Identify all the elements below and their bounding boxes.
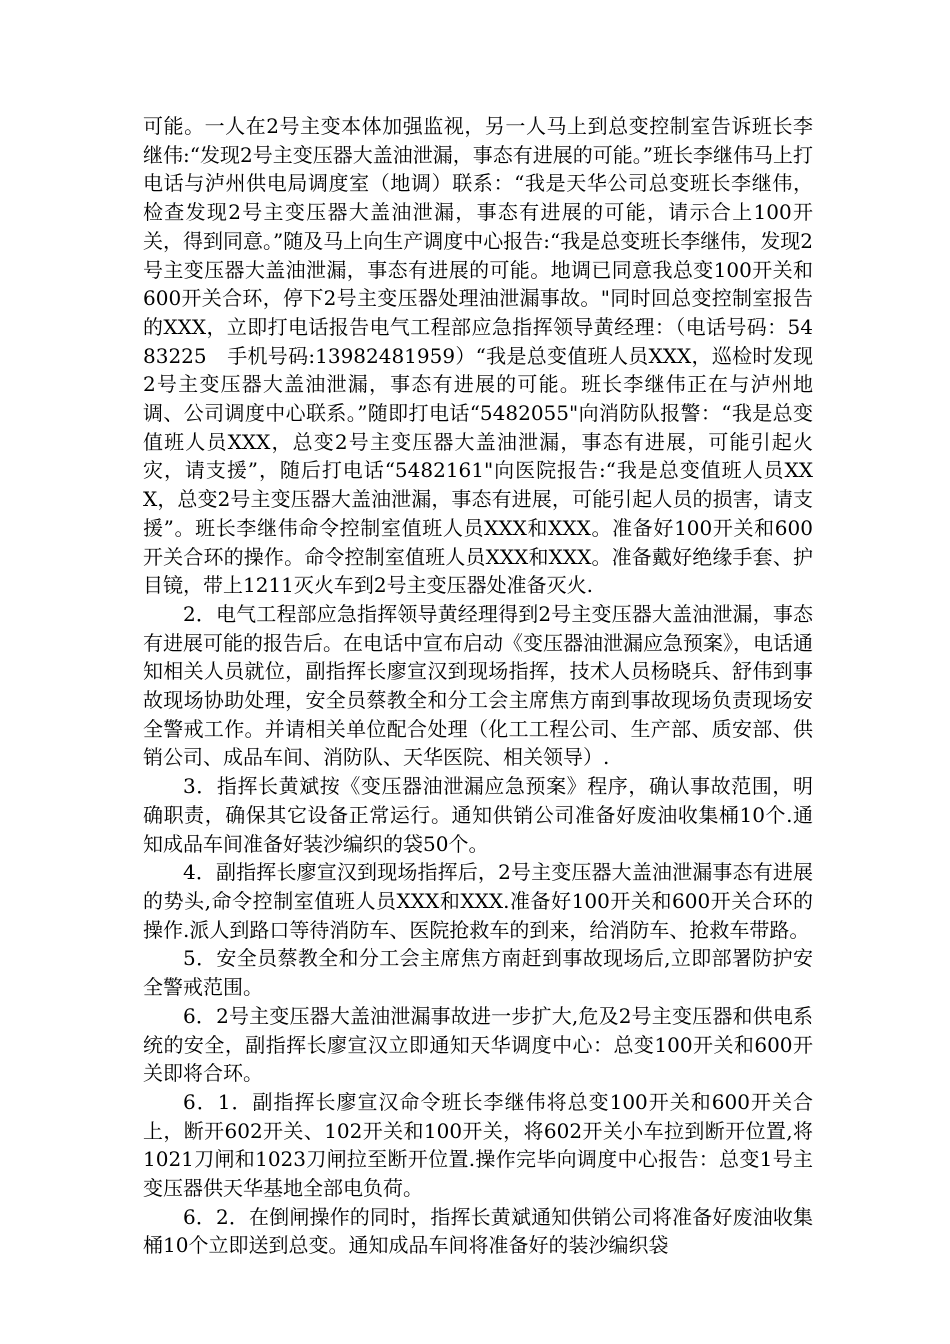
paragraph-item-3: 3．指挥长黄斌按《变压器油泄漏应急预案》程序，确认事故范围，明确职责，确保其它设备正常运行。通知供销公司准备好废油收集桶10个.通知成品车间准备好装沙编织的袋50个。 [143, 774, 813, 856]
paragraph-item-6-1: 6．1．副指挥长廖宣汉命令班长李继伟将总变100开关和600开关合上，断开602开关、102开关和100开关，将602开关小车拉到断开位置,将1021刀闸和1023刀闸拉至断开位置.操作完毕向调度中心报告：总变1号主变压器供天华基地全部电负荷。 [143, 1089, 813, 1201]
paragraph-item-6-2: 6．2．在倒闸操作的同时，指挥长黄斌通知供销公司将准备好废油收集桶10个立即送到总变。通知成品车间将准备好的装沙编织袋 [143, 1204, 813, 1258]
paragraph-item-6: 6．2号主变压器大盖油泄漏事故进一步扩大,危及2号主变压器和供电系统的安全，副指挥长廖宣汉立即通知天华调度中心：总变100开关和600开关即将合环。 [143, 1003, 813, 1086]
paragraph-continuation: 可能。一人在2号主变本体加强监视，另一人马上到总变控制室告诉班长李继伟:“发现2号主变压器大盖油泄漏，事态有进展的可能。”班长李继伟马上打电话与泸州供电局调度室（地调）联系：“我是天华公司总变班长李继伟，检查发现2号主变压器大盖油泄漏，事态有进展的可能，请示合上100开关，得到同意。”随及马上向生产调度中心报告:“我是总变班长李继伟，发现2号主变压器大盖油泄漏，事态有进展的可能。地调已同意我总变100开关和600开关合环，停下2号主变压器处理油泄漏事故。"同时回总变控制室报告的XXX，立即打电话报告电气工程部应急指挥领导黄经理：（电话号码：5483225 手机号码:13982481959）“我是总变值班人员XXX，巡检时发现2号主变压器大盖油泄漏，事态有进展的可能。班长李继伟正在与泸州地调、公司调度中心联系。”随即打电话“5482055"向消防队报警：“我是总变值班人员XXX，总变2号主变压器大盖油泄漏，事态有进展，可能引起火灾，请支援”，随后打电话“5482161"向医院报告:“我是总变值班人员XXX，总变2号主变压器大盖油泄漏，事态有进展，可能引起人员的损害，请支援”。班长李继伟命令控制室值班人员XXX和XXX。准备好100开关和600开关合环的操作。命令控制室值班人员XXX和XXX。准备戴好绝缘手套、护目镜，带上1211灭火车到2号主变压器处准备灭火. [143, 114, 813, 598]
document-body [143, 112, 813, 1260]
paragraph-item-5: 5．安全员蔡教全和分工会主席焦方南赶到事故现场后,立即部署防护安全警戒范围。 [143, 946, 813, 1000]
paragraph-item-4: 4．副指挥长廖宣汉到现场指挥后，2号主变压器大盖油泄漏事态有进展的势头,命令控制室值班人员XXX和XXX.准备好100开关和600开关合环的操作.派人到路口等待消防车、医院抢救车的到来，给消防车、抢救车带路。 [143, 860, 813, 942]
paragraph-item-2: 2．电气工程部应急指挥领导黄经理得到2号主变压器大盖油泄漏，事态有进展可能的报告后。在电话中宣布启动《变压器油泄漏应急预案》，电话通知相关人员就位，副指挥长廖宣汉到现场指挥，技术人员杨晓兵、舒伟到事故现场协助处理，安全员蔡教全和分工会主席焦方南到事故现场负责现场安全警戒工作。并请相关单位配合处理（化工工程公司、生产部、质安部、供销公司、成品车间、消防队、天华医院、相关领导）. [143, 601, 813, 770]
